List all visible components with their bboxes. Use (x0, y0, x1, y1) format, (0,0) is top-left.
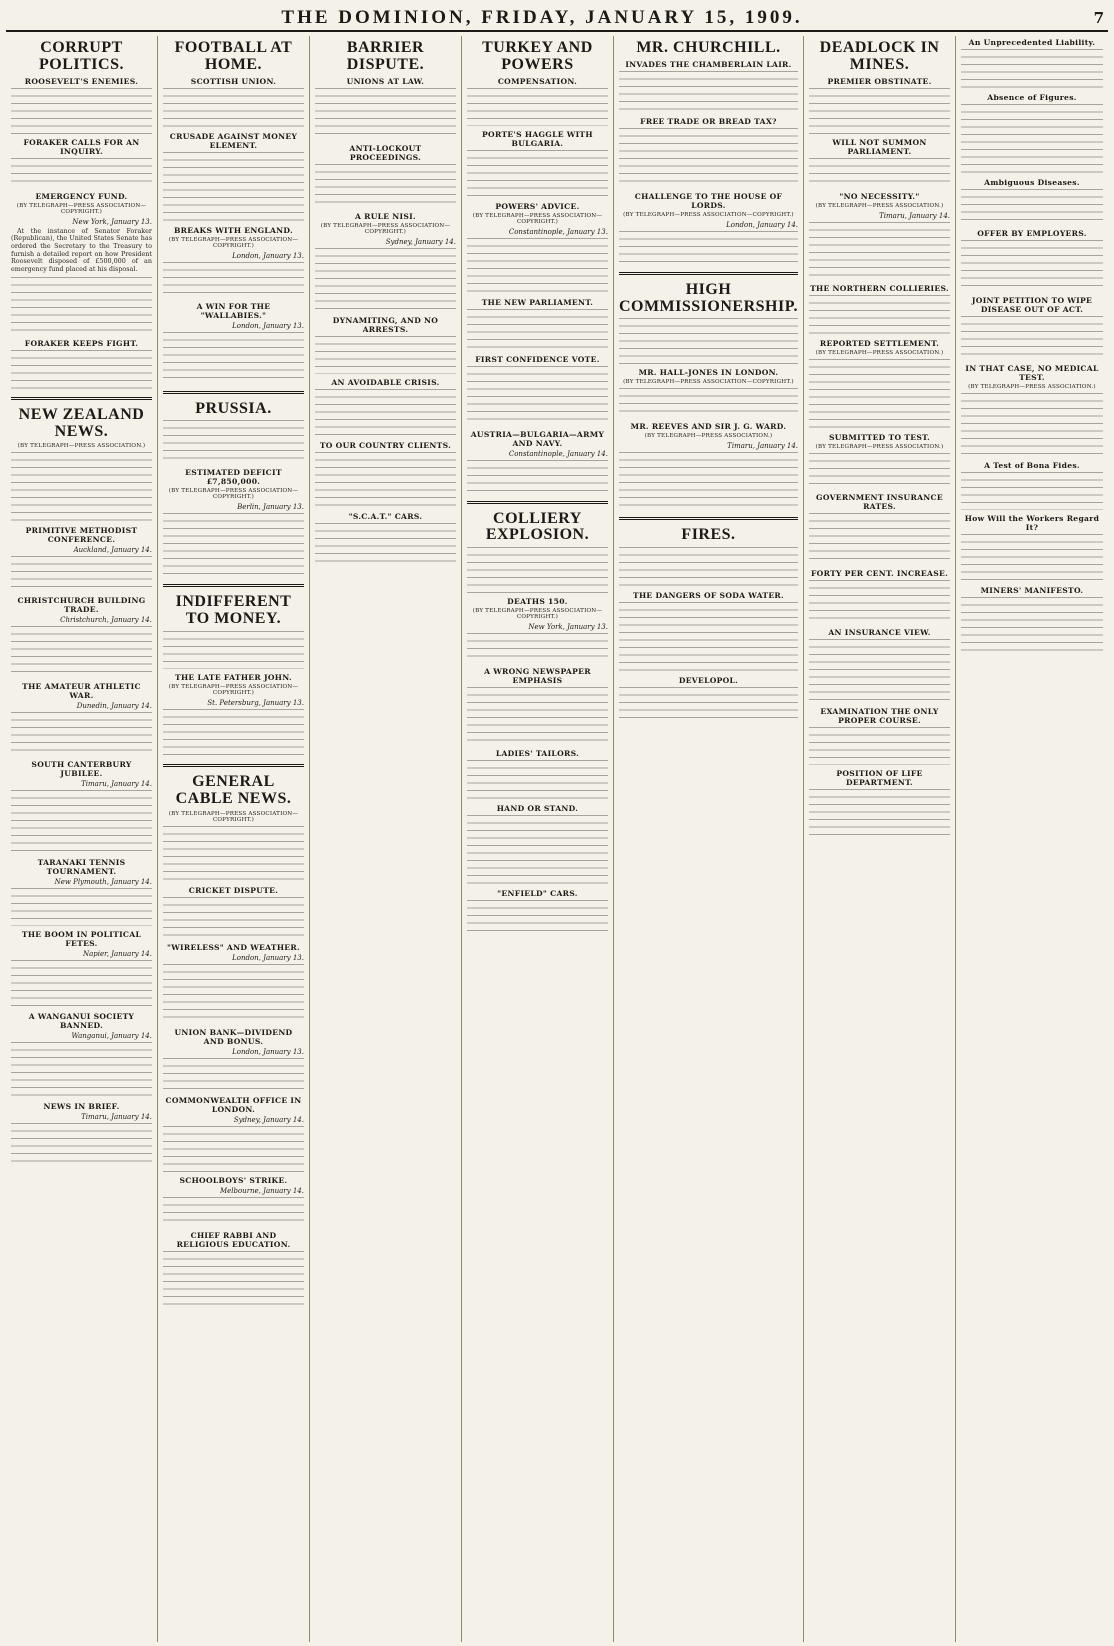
article-subheading: IN THAT CASE, NO MEDICAL TEST. (965, 364, 1099, 382)
wire-credit: (BY TELEGRAPH—PRESS ASSOCIATION—COPYRIGHT.) (168, 810, 299, 823)
article-text-lines (11, 790, 152, 854)
article-subheading: POWERS' ADVICE. (495, 201, 580, 211)
article-subheading: HAND OR STAND. (496, 804, 579, 814)
article-subheading: THE DANGERS OF SODA WATER. (633, 591, 784, 601)
wire-credit: (BY TELEGRAPH—PRESS ASSOCIATION—COPYRIGHT.) (168, 683, 299, 696)
article-subheading: THE LATE FATHER JOHN. (175, 672, 292, 682)
column-heading: DEADLOCK IN MINES. (819, 39, 940, 73)
article-text-lines (467, 547, 608, 593)
article-text-lines (163, 964, 304, 1024)
article-subheading: CHRISTCHURCH BUILDING TRADE. (17, 596, 146, 615)
article-text-lines (163, 88, 304, 128)
dateline: Timaru, January 14. (81, 1113, 152, 1122)
article-text-lines (809, 453, 950, 489)
article-subheading: FREE TRADE OR BREAD TAX? (640, 116, 777, 126)
article-text-lines (809, 158, 950, 188)
article-text-lines (11, 556, 152, 592)
article-subheading: OFFER BY EMPLOYERS. (977, 229, 1087, 238)
article-text-lines (467, 309, 608, 351)
article-subheading: A Test of Bona Fides. (984, 461, 1080, 470)
column-7 (956, 36, 1108, 1642)
article-subheading: GOVERNMENT INSURANCE RATES. (816, 492, 943, 511)
article-subheading: CHALLENGE TO THE HOUSE OF LORDS. (634, 191, 783, 210)
dateline: New York, January 13. (528, 623, 608, 632)
wire-credit: (BY TELEGRAPH—PRESS ASSOCIATION.) (815, 202, 944, 209)
article-text-lines (467, 150, 608, 198)
article-subheading: AN INSURANCE VIEW. (828, 627, 931, 637)
article-subheading: Absence of Figures. (987, 93, 1077, 102)
article-subheading: FIRST CONFIDENCE VOTE. (475, 354, 600, 364)
article-text-lines (163, 152, 304, 222)
article-subheading: DEVELOPOL. (678, 676, 739, 686)
article-text-lines (11, 626, 152, 678)
article-subheading: "WIRELESS" AND WEATHER. (166, 942, 300, 952)
article-text-lines (11, 277, 152, 335)
article-subheading: SOUTH CANTERBURY JUBILEE. (31, 760, 132, 779)
article-subheading: SCOTTISH UNION. (190, 76, 277, 86)
article-text-lines (619, 547, 798, 587)
column-2 (158, 36, 310, 1642)
wire-credit: (BY TELEGRAPH—PRESS ASSOCIATION—COPYRIGHT.) (320, 222, 451, 235)
article-text-lines (467, 760, 608, 800)
article-text-lines (809, 359, 950, 429)
article-text-lines (163, 332, 304, 384)
article-text-lines (809, 580, 950, 624)
article-text-lines (163, 420, 304, 464)
column-1 (6, 36, 158, 1642)
article-text-lines (619, 71, 798, 113)
article-text-lines (11, 452, 152, 522)
column-heading: MR. CHURCHILL. (636, 39, 781, 56)
article-text-lines (315, 164, 456, 208)
article-text-lines (961, 393, 1103, 457)
article-subheading: PRUSSIA. (195, 399, 272, 417)
article-subheading: DYNAMITING, AND NO ARRESTS. (332, 315, 439, 334)
article-text-lines (467, 900, 608, 936)
article-text-lines (961, 189, 1103, 225)
section-divider (163, 391, 304, 394)
article-subheading: "NO NECESSITY." (839, 191, 920, 201)
article-subheading: LADIES' TAILORS. (495, 749, 580, 759)
article-subheading: A WIN FOR THE "WALLABIES." (196, 301, 271, 320)
article-text-lines (163, 1126, 304, 1172)
article-text-lines (961, 534, 1103, 582)
article-text-lines (809, 789, 950, 837)
dateline: London, January 13. (232, 1047, 304, 1056)
article-subheading: AN AVOIDABLE CRISIS. (331, 377, 440, 387)
article-text-lines (315, 452, 456, 508)
article-body: At the instance of Senator Foraker (Republican), the United States Senate has ordered the Secretary to the Treasury to furnish a detailed report on how President Roosevelt disposed of £500,000 of an emergency fund placed at his disposal. (11, 226, 152, 274)
dateline: Constantinople, January 13. (508, 227, 608, 236)
article-subheading: SUBMITTED TO TEST. (828, 432, 931, 442)
wire-credit: (BY TELEGRAPH—PRESS ASSOCIATION.) (644, 433, 773, 440)
masthead (6, 6, 1108, 32)
article-subheading: ANTI-LOCKOUT PROCEEDINGS. (349, 143, 422, 162)
article-text-lines (467, 687, 608, 745)
article-text-lines (315, 88, 456, 140)
article-subheading: ROOSEVELT'S ENEMIES. (24, 76, 139, 86)
article-subheading: WILL NOT SUMMON PARLIAMENT. (832, 137, 927, 156)
article-text-lines (315, 523, 456, 565)
article-text-lines (163, 1058, 304, 1092)
article-text-lines (961, 472, 1103, 510)
article-text-lines (467, 460, 608, 494)
dateline: Timaru, January 14. (81, 780, 152, 789)
article-text-lines (809, 639, 950, 703)
article-subheading: TARANAKI TENNIS TOURNAMENT. (37, 858, 126, 877)
article-text-lines (809, 88, 950, 134)
dateline: Timaru, January 14. (879, 211, 950, 220)
dateline: London, January 14. (726, 220, 799, 229)
article-text-lines (467, 815, 608, 885)
dateline: Timaru, January 14. (727, 442, 799, 451)
section-divider (467, 501, 608, 504)
dateline: Dunedin, January 14. (76, 702, 152, 711)
article-subheading: FIRES. (681, 526, 736, 544)
article-subheading: EMERGENCY FUND. (35, 191, 128, 201)
article-subheading: THE NORTHERN COLLIERIES. (810, 283, 949, 293)
article-subheading: THE AMATEUR ATHLETIC WAR. (22, 682, 141, 701)
dateline: Wanganui, January 14. (71, 1032, 152, 1041)
article-text-lines (11, 88, 152, 134)
article-text-lines (961, 316, 1103, 360)
column-3 (310, 36, 462, 1642)
dateline: Constantinople, January 14. (508, 449, 608, 458)
article-subheading: THE NEW PARLIAMENT. (481, 297, 594, 307)
masthead-title: THE DOMINION, FRIDAY, JANUARY 15, 1909. (281, 7, 803, 28)
article-text-lines (163, 1197, 304, 1227)
article-subheading: FORAKER KEEPS FIGHT. (24, 338, 139, 348)
dateline: London, January 13. (232, 321, 304, 330)
article-subheading: AUSTRIA—BULGARIA—ARMY AND NAVY. (470, 429, 605, 448)
wire-credit: (BY TELEGRAPH—PRESS ASSOCIATION—COPYRIGHT.) (168, 488, 299, 501)
article-subheading: An Unprecedented Liability. (968, 38, 1096, 47)
article-text-lines (163, 709, 304, 757)
article-subheading: ESTIMATED DEFICIT £7,850,000. (185, 468, 282, 487)
article-subheading: "ENFIELD" CARS. (497, 889, 578, 899)
dateline: St. Petersburg, January 13. (207, 698, 304, 707)
section-divider (619, 272, 798, 275)
article-text-lines (163, 631, 304, 669)
article-text-lines (467, 633, 608, 663)
article-subheading: POSITION OF LIFE DEPARTMENT. (836, 768, 923, 787)
section-divider (619, 517, 798, 520)
column-heading: TURKEY AND POWERS (482, 39, 593, 73)
article-subheading: "S.C.A.T." CARS. (348, 511, 423, 521)
article-subheading: PREMIER OBSTINATE. (827, 76, 932, 86)
columns (6, 36, 1108, 1642)
article-text-lines (11, 1123, 152, 1165)
wire-credit: (BY TELEGRAPH—PRESS ASSOCIATION—COPYRIGHT.) (168, 236, 299, 249)
wire-credit: (BY TELEGRAPH—PRESS ASSOCIATION—COPYRIGHT.) (623, 379, 794, 386)
article-text-lines (163, 826, 304, 882)
article-subheading: NEWS IN BRIEF. (43, 1102, 120, 1112)
article-text-lines (11, 888, 152, 926)
article-text-lines (619, 452, 798, 510)
article-subheading: EXAMINATION THE ONLY PROPER COURSE. (820, 706, 939, 725)
article-text-lines (809, 222, 950, 280)
wire-credit: (BY TELEGRAPH—PRESS ASSOCIATION.) (815, 349, 944, 356)
article-text-lines (619, 602, 798, 672)
wire-credit: (BY TELEGRAPH—PRESS ASSOCIATION.) (815, 443, 944, 450)
article-text-lines (467, 238, 608, 294)
article-subheading: MR. REEVES AND SIR J. G. WARD. (630, 422, 787, 432)
article-subheading: SCHOOLBOYS' STRIKE. (179, 1175, 288, 1185)
column-5 (614, 36, 804, 1642)
dateline: New Plymouth, January 14. (54, 878, 152, 887)
article-subheading: A WRONG NEWSPAPER EMPHASIS (484, 667, 591, 686)
article-text-lines (315, 389, 456, 437)
section-divider (163, 764, 304, 767)
article-text-lines (467, 366, 608, 426)
article-text-lines (619, 128, 798, 188)
article-subheading: CRUSADE AGAINST MONEY ELEMENT. (169, 131, 298, 150)
article-subheading: INDIFFERENT TO MONEY. (175, 593, 292, 628)
article-subheading: UNION BANK—DIVIDEND AND BONUS. (174, 1027, 293, 1046)
wire-credit: (BY TELEGRAPH—PRESS ASSOCIATION—COPYRIGHT.) (472, 212, 603, 225)
article-text-lines (11, 350, 152, 390)
article-text-lines (809, 295, 950, 335)
dateline: Sydney, January 14. (385, 237, 456, 246)
article-subheading: How Will the Workers Regard It? (964, 514, 1100, 532)
dateline: Berlin, January 13. (237, 503, 304, 512)
article-subheading: PORTE'S HAGGLE WITH BULGARIA. (482, 129, 593, 148)
article-subheading: HIGH COMMISSIONERSHIP. (618, 280, 799, 315)
article-subheading: NEW ZEALAND NEWS. (18, 405, 145, 440)
article-text-lines (961, 49, 1103, 89)
article-subheading: CRICKET DISPUTE. (188, 885, 279, 895)
article-text-lines (809, 513, 950, 565)
article-subheading: FORAKER CALLS FOR AN INQUIRY. (23, 137, 140, 156)
article-text-lines (11, 960, 152, 1008)
article-subheading: A WANGANUI SOCIETY BANNED. (28, 1012, 135, 1031)
article-subheading: Ambiguous Diseases. (984, 178, 1080, 187)
article-subheading: INVADES THE CHAMBERLAIN LAIR. (625, 59, 792, 69)
article-subheading: REPORTED SETTLEMENT. (819, 338, 940, 348)
column-heading: FOOTBALL AT HOME. (174, 39, 293, 73)
section-divider (163, 584, 304, 587)
article-subheading: MR. HALL-JONES IN LONDON. (638, 368, 779, 378)
dateline: Melbourne, January 14. (219, 1186, 304, 1195)
column-heading: BARRIER DISPUTE. (346, 39, 425, 73)
article-subheading: PRIMITIVE METHODIST CONFERENCE. (25, 526, 138, 545)
article-text-lines (315, 248, 456, 312)
article-subheading: DEATHS 150. (507, 597, 568, 607)
article-text-lines (315, 336, 456, 374)
column-heading: CORRUPT POLITICS. (39, 39, 124, 73)
article-subheading: COMPENSATION. (497, 76, 578, 86)
article-text-lines (619, 318, 798, 364)
article-text-lines (619, 231, 798, 265)
dateline: New York, January 13. (72, 217, 152, 226)
article-subheading: JOINT PETITION TO WIPE DISEASE OUT OF ACT. (971, 296, 1093, 314)
wire-credit: (BY TELEGRAPH—PRESS ASSOCIATION—COPYRIGHT.) (623, 211, 794, 218)
dateline: London, January 13. (232, 251, 304, 260)
article-subheading: THE BOOM IN POLITICAL FETES. (21, 930, 142, 949)
dateline: Christchurch, January 14. (60, 616, 152, 625)
article-text-lines (163, 1251, 304, 1309)
article-text-lines (619, 388, 798, 418)
article-text-lines (11, 1042, 152, 1098)
dateline: Auckland, January 14. (73, 546, 152, 555)
dateline: London, January 13. (232, 953, 304, 962)
article-text-lines (163, 513, 304, 577)
article-text-lines (11, 712, 152, 756)
article-subheading: COMMONWEALTH OFFICE IN LONDON. (165, 1095, 302, 1114)
article-text-lines (961, 240, 1103, 292)
page-number: 7 (1093, 9, 1104, 27)
wire-credit: (BY TELEGRAPH—PRESS ASSOCIATION—COPYRIGHT.) (16, 202, 147, 215)
wire-credit: (BY TELEGRAPH—PRESS ASSOCIATION.) (17, 443, 146, 450)
wire-credit: (BY TELEGRAPH—PRESS ASSOCIATION—COPYRIGHT.) (472, 608, 603, 621)
article-subheading: BREAKS WITH ENGLAND. (173, 225, 293, 235)
article-subheading: UNIONS AT LAW. (346, 76, 425, 86)
article-subheading: GENERAL CABLE NEWS. (175, 772, 292, 807)
article-subheading: CHIEF RABBI AND RELIGIOUS EDUCATION. (176, 1230, 291, 1249)
column-6 (804, 36, 956, 1642)
article-subheading: MINERS' MANIFESTO. (980, 586, 1084, 595)
dateline: Napier, January 14. (82, 950, 152, 959)
section-divider (11, 397, 152, 400)
wire-credit: (BY TELEGRAPH—PRESS ASSOCIATION.) (968, 384, 1096, 390)
article-text-lines (809, 727, 950, 765)
article-subheading: TO OUR COUNTRY CLIENTS. (319, 440, 452, 450)
article-subheading: COLLIERY EXPLOSION. (485, 509, 590, 544)
article-subheading: FORTY PER CENT. INCREASE. (810, 568, 949, 578)
article-text-lines (163, 262, 304, 298)
column-4 (462, 36, 614, 1642)
article-text-lines (11, 158, 152, 188)
article-text-lines (467, 88, 608, 126)
article-text-lines (961, 597, 1103, 653)
dateline: Sydney, January 14. (233, 1115, 304, 1124)
article-text-lines (163, 897, 304, 939)
article-text-lines (961, 104, 1103, 174)
article-text-lines (619, 687, 798, 723)
article-subheading: A RULE NISI. (354, 211, 416, 221)
